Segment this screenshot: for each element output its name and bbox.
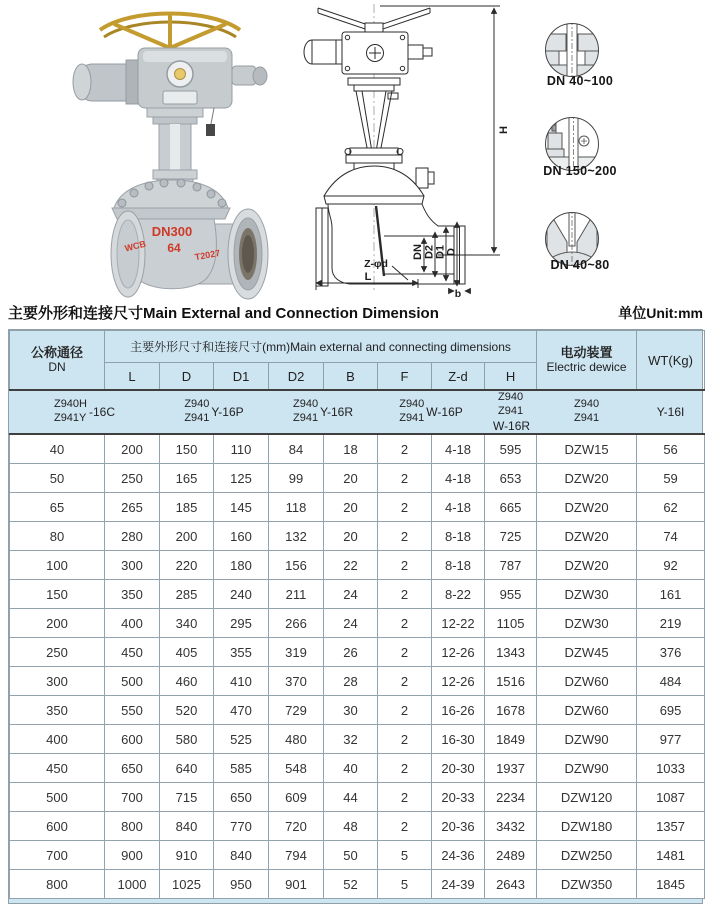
table-cell: 1033	[637, 754, 705, 783]
valve-body	[111, 179, 268, 299]
table-cell: DZW60	[537, 667, 637, 696]
table-cell: 1845	[637, 870, 705, 899]
table-cell: 30	[324, 696, 378, 725]
table-cell: 52	[324, 870, 378, 899]
table-cell: 219	[637, 609, 705, 638]
table-cell: 285	[160, 580, 214, 609]
table-cell: 400	[105, 609, 160, 638]
table-cell: 787	[485, 551, 537, 580]
section-title-row	[8, 302, 703, 323]
table-cell: 132	[269, 522, 324, 551]
table-cell: 80	[10, 522, 105, 551]
dim-label-l: L	[364, 271, 372, 283]
table-cell: 800	[10, 870, 105, 899]
table-row	[10, 870, 705, 899]
header-row-1	[10, 331, 705, 363]
table-cell: 125	[214, 464, 269, 493]
dimension-drawing	[288, 0, 523, 298]
table-cell: 84	[269, 434, 324, 464]
table-cell: 150	[10, 580, 105, 609]
table-cell: 484	[637, 667, 705, 696]
table-cell: 580	[160, 725, 214, 754]
table-cell: 24	[324, 580, 378, 609]
table-cell: 770	[214, 812, 269, 841]
model-y16i: Y-16I	[637, 390, 705, 434]
table-cell: DZW20	[537, 551, 637, 580]
table-row	[10, 696, 705, 725]
table-header	[10, 331, 705, 435]
table-cell: 650	[105, 754, 160, 783]
table-cell: 400	[10, 725, 105, 754]
table-cell: 2	[378, 754, 432, 783]
table-cell: DZW60	[537, 696, 637, 725]
model-row	[10, 390, 705, 434]
table-cell: 28	[324, 667, 378, 696]
table-cell: DZW20	[537, 493, 637, 522]
table-cell: 340	[160, 609, 214, 638]
detail-circle-dn40-100	[543, 21, 601, 79]
dimension-table	[9, 330, 705, 899]
table-cell: 355	[214, 638, 269, 667]
photo-dn-label: DN300	[151, 224, 193, 239]
table-cell: 20-33	[432, 783, 485, 812]
table-cell: 2	[378, 638, 432, 667]
table-cell: DZW180	[537, 812, 637, 841]
table-cell: 24-39	[432, 870, 485, 899]
table-cell: 500	[10, 783, 105, 812]
table-cell: 2	[378, 493, 432, 522]
table-cell: 8-18	[432, 522, 485, 551]
table-row	[10, 754, 705, 783]
table-cell: 65	[10, 493, 105, 522]
table-cell: 2	[378, 667, 432, 696]
photo-material-label: WCB	[123, 238, 147, 254]
header-dim-d1: D1	[214, 363, 269, 391]
table-cell: 18	[324, 434, 378, 464]
table-cell: 16-30	[432, 725, 485, 754]
table-cell: 840	[160, 812, 214, 841]
table-cell: 700	[10, 841, 105, 870]
table-cell: 20	[324, 464, 378, 493]
table-cell: 300	[10, 667, 105, 696]
table-cell: 4-18	[432, 464, 485, 493]
table-cell: 595	[485, 434, 537, 464]
header-electric-device: 电动装置 Electric dewice	[537, 331, 637, 391]
dim-label-d: D	[445, 248, 458, 256]
dim-label-zd: Z-φd	[364, 258, 388, 270]
table-cell: 266	[269, 609, 324, 638]
unit-label: 单位Unit:mm	[618, 305, 703, 321]
table-cell: 110	[214, 434, 269, 464]
table-row	[10, 725, 705, 754]
table-cell: 300	[105, 551, 160, 580]
table-cell: 44	[324, 783, 378, 812]
table-cell: 12-26	[432, 667, 485, 696]
table-cell: 900	[105, 841, 160, 870]
table-row	[10, 609, 705, 638]
dimension-table-wrap	[8, 329, 703, 904]
table-cell: 20-30	[432, 754, 485, 783]
detail-label-dn40-80: DN 40~80	[550, 258, 610, 272]
table-cell: 40	[324, 754, 378, 783]
table-cell: DZW350	[537, 870, 637, 899]
table-cell: DZW15	[537, 434, 637, 464]
photo-code-label: T2027	[194, 247, 221, 263]
handwheel	[100, 14, 240, 49]
table-row	[10, 783, 705, 812]
table-cell: 2	[378, 522, 432, 551]
table-cell: 295	[214, 609, 269, 638]
table-cell: 99	[269, 464, 324, 493]
table-cell: 700	[105, 783, 160, 812]
model-electric: Z940 Z941	[537, 390, 637, 434]
table-cell: 350	[105, 580, 160, 609]
table-cell: 2	[378, 464, 432, 493]
table-cell: 3432	[485, 812, 537, 841]
table-cell: 376	[637, 638, 705, 667]
table-row	[10, 580, 705, 609]
dim-label-d1: D1	[434, 244, 447, 260]
table-cell: 1481	[637, 841, 705, 870]
table-row	[10, 464, 705, 493]
table-cell: 585	[214, 754, 269, 783]
table-cell: 2	[378, 783, 432, 812]
table-cell: 50	[324, 841, 378, 870]
header-dim-d2: D2	[269, 363, 324, 391]
table-cell: 950	[214, 870, 269, 899]
table-cell: 350	[10, 696, 105, 725]
table-cell: 161	[637, 580, 705, 609]
table-cell: 100	[10, 551, 105, 580]
table-cell: 665	[485, 493, 537, 522]
table-cell: 32	[324, 725, 378, 754]
table-row	[10, 493, 705, 522]
table-cell: 1849	[485, 725, 537, 754]
table-cell: 1343	[485, 638, 537, 667]
table-cell: 2	[378, 696, 432, 725]
table-cell: 460	[160, 667, 214, 696]
drawing-body	[316, 166, 465, 286]
header-dim-b: B	[324, 363, 378, 391]
table-cell: 185	[160, 493, 214, 522]
table-cell: 450	[105, 638, 160, 667]
table-cell: 20	[324, 493, 378, 522]
table-cell: 200	[160, 522, 214, 551]
table-cell: 470	[214, 696, 269, 725]
table-cell: 12-26	[432, 638, 485, 667]
model-w16p: Z940 Z941 W-16P	[378, 390, 485, 434]
table-cell: 4-18	[432, 493, 485, 522]
drawing-actuator	[304, 32, 432, 74]
detail-label-dn40-100: DN 40~100	[546, 74, 614, 88]
table-cell: 145	[214, 493, 269, 522]
table-cell: 56	[637, 434, 705, 464]
table-row	[10, 522, 705, 551]
table-cell: 24-36	[432, 841, 485, 870]
table-cell: 725	[485, 522, 537, 551]
header-dn: 公称通径 DN	[10, 331, 105, 391]
table-row	[10, 667, 705, 696]
table-cell: 40	[10, 434, 105, 464]
table-cell: 250	[105, 464, 160, 493]
model-z940h: Z940H Z941Y -16C	[10, 390, 160, 434]
model-w16r: Z940 Z941 W-16R	[485, 390, 537, 434]
header-dim-h: H	[485, 363, 537, 391]
table-cell: 910	[160, 841, 214, 870]
table-cell: 200	[105, 434, 160, 464]
table-cell: 1937	[485, 754, 537, 783]
table-cell: 650	[214, 783, 269, 812]
top-section	[0, 0, 711, 298]
table-cell: 8-22	[432, 580, 485, 609]
table-cell: 200	[10, 609, 105, 638]
table-cell: 2	[378, 580, 432, 609]
table-cell: 2	[378, 609, 432, 638]
table-cell: 640	[160, 754, 214, 783]
table-cell: 2643	[485, 870, 537, 899]
table-cell: 600	[105, 725, 160, 754]
dim-label-h: H	[498, 126, 510, 134]
table-cell: 4-18	[432, 434, 485, 464]
table-cell: 840	[214, 841, 269, 870]
table-cell: 8-18	[432, 551, 485, 580]
table-cell: 211	[269, 580, 324, 609]
header-dim-f: F	[378, 363, 432, 391]
table-cell: 240	[214, 580, 269, 609]
dim-label-dn: DN	[412, 244, 424, 260]
table-cell: 653	[485, 464, 537, 493]
table-cell: 901	[269, 870, 324, 899]
table-cell: DZW20	[537, 464, 637, 493]
detail-label-dn150-200: DN 150~200	[543, 164, 617, 178]
detail-views	[515, 0, 645, 298]
table-cell: 180	[214, 551, 269, 580]
header-weight: WT(Kg)	[637, 331, 705, 391]
table-cell: 118	[269, 493, 324, 522]
header-dim-d: D	[160, 363, 214, 391]
model-y16p: Z940 Z941 Y-16P	[160, 390, 269, 434]
table-cell: 370	[269, 667, 324, 696]
table-cell: 2	[378, 434, 432, 464]
dim-label-d2: D2	[423, 244, 436, 260]
table-cell: 48	[324, 812, 378, 841]
table-cell: 50	[10, 464, 105, 493]
dim-label-b: b	[454, 288, 462, 298]
table-row	[10, 434, 705, 464]
table-cell: 280	[105, 522, 160, 551]
table-cell: 250	[10, 638, 105, 667]
table-cell: 16-26	[432, 696, 485, 725]
table-cell: 720	[269, 812, 324, 841]
table-cell: 600	[10, 812, 105, 841]
table-cell: 1516	[485, 667, 537, 696]
table-cell: DZW120	[537, 783, 637, 812]
table-cell: DZW30	[537, 580, 637, 609]
table-row	[10, 841, 705, 870]
table-cell: 715	[160, 783, 214, 812]
table-cell: 2234	[485, 783, 537, 812]
table-cell: DZW90	[537, 754, 637, 783]
table-cell: 800	[105, 812, 160, 841]
table-cell: 220	[160, 551, 214, 580]
table-cell: 92	[637, 551, 705, 580]
table-cell: DZW90	[537, 725, 637, 754]
table-cell: 20-36	[432, 812, 485, 841]
table-row	[10, 551, 705, 580]
table-cell: 410	[214, 667, 269, 696]
table-cell: 150	[160, 434, 214, 464]
table-cell: 480	[269, 725, 324, 754]
table-cell: 59	[637, 464, 705, 493]
model-y16r: Z940 Z941 Y-16R	[269, 390, 378, 434]
table-cell: 1357	[637, 812, 705, 841]
table-row	[10, 638, 705, 667]
header-dim-l: L	[105, 363, 160, 391]
table-cell: 2	[378, 812, 432, 841]
table-cell: 977	[637, 725, 705, 754]
table-cell: 695	[637, 696, 705, 725]
table-cell: 2	[378, 551, 432, 580]
photo-pn-label: 64	[167, 241, 181, 255]
table-cell: 500	[105, 667, 160, 696]
header-main-span: 主要外形尺寸和连接尺寸(mm)Main external and connecting dimensions	[105, 331, 537, 363]
table-cell: 5	[378, 841, 432, 870]
table-cell: 525	[214, 725, 269, 754]
table-cell: 1025	[160, 870, 214, 899]
table-row	[10, 812, 705, 841]
table-cell: 1678	[485, 696, 537, 725]
table-cell: 22	[324, 551, 378, 580]
table-cell: 319	[269, 638, 324, 667]
table-cell: 62	[637, 493, 705, 522]
table-cell: DZW20	[537, 522, 637, 551]
table-cell: 794	[269, 841, 324, 870]
table-cell: 74	[637, 522, 705, 551]
yoke-stem	[147, 108, 203, 186]
table-cell: 165	[160, 464, 214, 493]
header-dim-zd: Z-d	[432, 363, 485, 391]
table-cell: 156	[269, 551, 324, 580]
table-cell: 2	[378, 725, 432, 754]
table-cell: 550	[105, 696, 160, 725]
table-cell: 405	[160, 638, 214, 667]
table-cell: DZW30	[537, 609, 637, 638]
table-cell: 5	[378, 870, 432, 899]
table-cell: DZW45	[537, 638, 637, 667]
table-cell: 265	[105, 493, 160, 522]
table-body	[10, 434, 705, 899]
table-cell: 1105	[485, 609, 537, 638]
table-cell: 609	[269, 783, 324, 812]
table-cell: 729	[269, 696, 324, 725]
table-cell: 520	[160, 696, 214, 725]
table-cell: 548	[269, 754, 324, 783]
table-cell: 1087	[637, 783, 705, 812]
table-cell: 24	[324, 609, 378, 638]
table-cell: 1000	[105, 870, 160, 899]
table-cell: 450	[10, 754, 105, 783]
table-cell: 160	[214, 522, 269, 551]
table-cell: 12-22	[432, 609, 485, 638]
table-cell: DZW250	[537, 841, 637, 870]
table-cell: 955	[485, 580, 537, 609]
table-cell: 26	[324, 638, 378, 667]
table-cell: 20	[324, 522, 378, 551]
table-cell: 2489	[485, 841, 537, 870]
page-title: 主要外形和连接尺寸Main External and Connection Dimension	[8, 305, 439, 322]
valve-photo	[50, 2, 295, 300]
